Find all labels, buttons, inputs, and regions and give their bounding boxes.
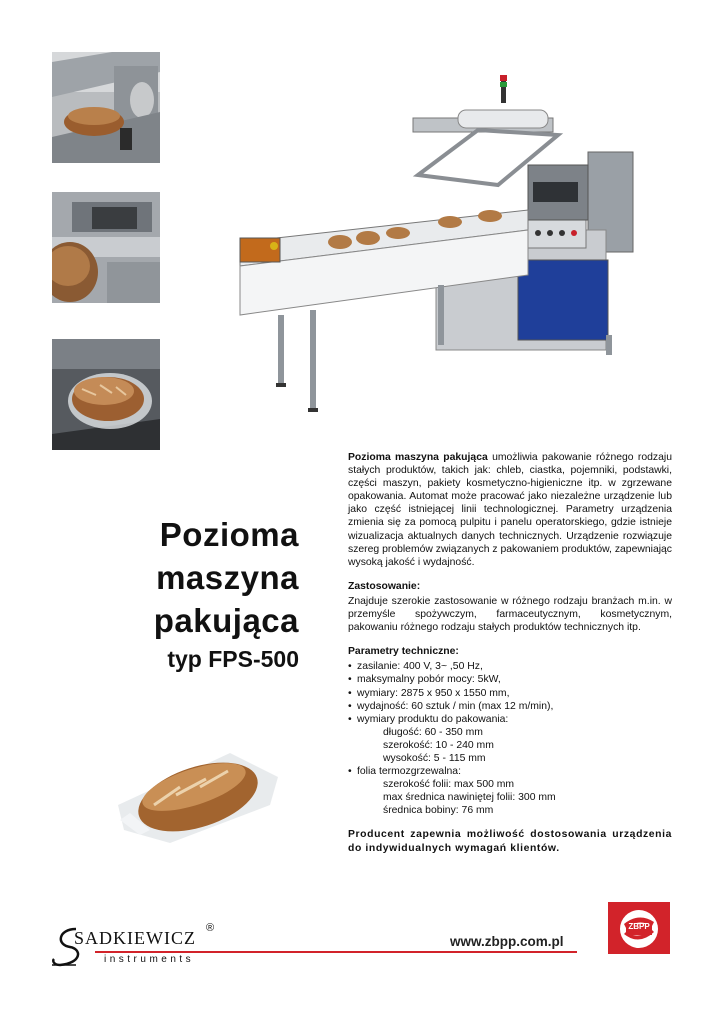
zbpp-logo: [608, 902, 670, 954]
logo-subtitle: instruments: [104, 954, 195, 965]
product-dim: wysokość: 5 - 115 mm: [383, 752, 486, 764]
parameter-item: • wymiary: 2875 x 950 x 1550 mm,: [348, 687, 672, 700]
product-dim: szerokość: 10 - 240 mm: [383, 739, 494, 751]
photo-packed-bread-product: [110, 735, 280, 845]
parameter-item: • wymiary produktu do pakowania:: [348, 713, 672, 726]
foil-list: [348, 765, 672, 778]
logo-wordmark: SADKIEWICZ: [74, 928, 196, 948]
foil-dim: szerokość folii: max 500 mm: [383, 779, 515, 791]
parameter-item: • maksymalny pobór mocy: 5kW,: [348, 673, 672, 686]
zbpp-badge-text: ZBPP: [628, 922, 650, 931]
application-heading: Zastosowanie:: [348, 580, 421, 592]
photo-packing-station: [52, 192, 160, 303]
title-line-1: Pozioma: [159, 516, 299, 553]
description-column: [348, 451, 672, 855]
title-line-3: pakująca: [153, 602, 299, 639]
website-link[interactable]: www.zbpp.com.pl: [450, 934, 564, 949]
parameter-item: • zasilanie: 400 V, 3~ ,50 Hz,: [348, 660, 672, 673]
parameters-list: [348, 660, 672, 725]
photo-bread-on-conveyor: [52, 52, 160, 163]
photo-packed-bread: [52, 339, 160, 450]
application-text: Znajduje szerokie zastosowanie w różnego rodzaju branżach m.in. w przemyśle spożywczym, farmaceutycznym, kosmetycznym, pakowaniu różnego rodzaju stałych produktów technicznych itp.: [348, 595, 672, 634]
intro-text: umożliwia pakowanie różnego rodzaju stałych produktów, takich jak: chleb, ciastka, pojemniki, podstawki, części maszyn, pakiety kosmetyczno-higieniczne itp. w zgrzewane opakowania. Automat może pracować jako niezależne urządzenie lub jako część istniejącej linii technologicznej. Parametry urządzenia zmienia się za pomocą pulpitu i panelu operatorskiego, gdzie istnieje wizualizacja aktualnych danych technicznych. Urządzenie rozwiązuje szereg problemów związanych z pakowaniem produktów, zapewniając wysoką jakość i wydajność.: [348, 452, 673, 568]
machine-photo: [228, 70, 648, 430]
product-title: [154, 513, 299, 674]
parameter-item: • folia termozgrzewalna:: [348, 765, 672, 778]
foil-dim: max średnica nawiniętej folii: 300 mm: [383, 792, 556, 804]
footer-divider: [95, 951, 577, 953]
parameter-item: • wydajność: 60 sztuk / min (max 12 m/min),: [348, 700, 672, 713]
parameters-heading: Parametry techniczne:: [348, 646, 459, 658]
intro-paragraph: [348, 451, 672, 569]
logo-registered-mark: ®: [206, 922, 215, 934]
product-dim: długość: 60 - 350 mm: [383, 726, 483, 738]
producer-note: Producent zapewnia możliwość dostosowania urządzenia do indywidualnych wymagań klientów.: [348, 829, 672, 854]
title-line-2: maszyna: [156, 559, 299, 596]
title-model: typ FPS-500: [167, 646, 299, 672]
intro-bold: Pozioma maszyna pakująca: [348, 452, 488, 463]
foil-dim: średnica bobiny: 76 mm: [383, 805, 494, 817]
